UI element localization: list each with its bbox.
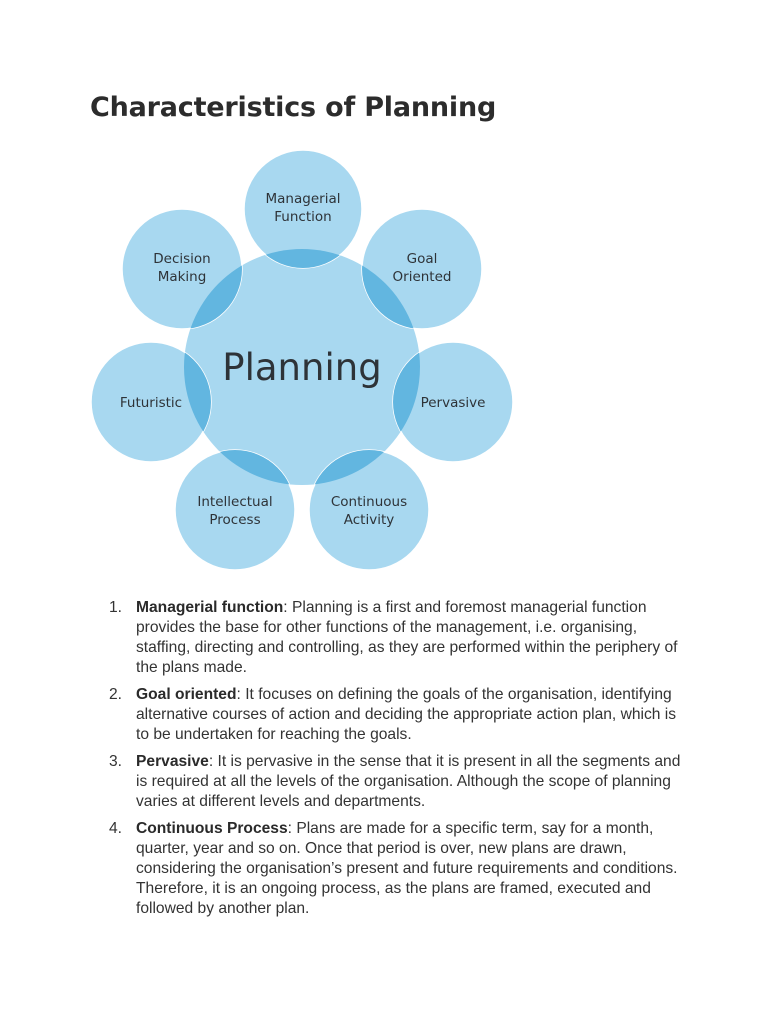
list-item-separator: : xyxy=(283,599,288,616)
satellite-label-line2: Process xyxy=(209,512,261,528)
list-item-text: Planning is a first and foremost managerial function provides the base for other functions of the management, i.e. organising, staffing, directing and controlling, as they are performed within the periphery of the plans made. xyxy=(136,599,678,676)
satellite-pervasive xyxy=(421,395,486,411)
list-item-term: Managerial function xyxy=(136,599,284,616)
list-item-number: 3. xyxy=(109,753,123,770)
list-item-number: 4. xyxy=(109,820,123,837)
page-title: Characteristics of Planning xyxy=(90,92,497,123)
list-item-text: Plans are made for a specific term, say for a month, quarter, year and so on. Once that period is over, new plans are drawn, considering the organisation’s present and future requirements and conditions. Therefore, it is an ongoing process, as the plans are framed, executed and followed by another plan. xyxy=(136,820,678,917)
list-item-managerial-function xyxy=(106,598,686,678)
satellite-label-line2: Function xyxy=(274,209,332,225)
satellite-label-line1: Decision xyxy=(153,251,211,267)
list-item-continuous-process xyxy=(106,819,686,919)
list-item-text: It is pervasive in the sense that it is present in all the segments and is required at all the levels of the organisation. Although the scope of planning varies at different levels and departments. xyxy=(136,753,681,810)
list-item-term: Goal oriented xyxy=(136,686,237,703)
satellite-label-line1: Intellectual xyxy=(197,494,273,510)
characteristics-list xyxy=(106,598,686,926)
satellite-label-line2: Activity xyxy=(343,512,395,528)
satellite-label-line1: Continuous xyxy=(330,494,408,510)
list-item-goal-oriented xyxy=(106,685,686,745)
satellite-label-line1: Futuristic xyxy=(119,395,183,411)
list-item-text: It focuses on defining the goals of the organisation, identifying alternative courses of action and deciding the appropriate action plan, which is to be undertaken for reaching the goals. xyxy=(136,686,677,743)
list-item-separator: : xyxy=(287,820,292,837)
list-item-number: 1. xyxy=(109,599,123,616)
list-item-term: Continuous Process xyxy=(136,820,288,837)
satellite-futuristic xyxy=(120,395,182,411)
list-item-number: 2. xyxy=(109,686,123,703)
center-label: Planning xyxy=(222,346,382,389)
list-item-separator: : xyxy=(236,686,241,703)
list-item-pervasive xyxy=(106,752,686,812)
list-item-separator: : xyxy=(208,753,214,770)
satellite-label-line1: Goal xyxy=(406,251,438,267)
satellite-label-line2: Making xyxy=(157,269,207,285)
satellite-label-line1: Managerial xyxy=(265,191,341,207)
satellite-label-line1: Pervasive xyxy=(420,395,486,411)
satellite-label-line2: Oriented xyxy=(392,269,452,285)
list-item-term: Pervasive xyxy=(136,753,209,770)
